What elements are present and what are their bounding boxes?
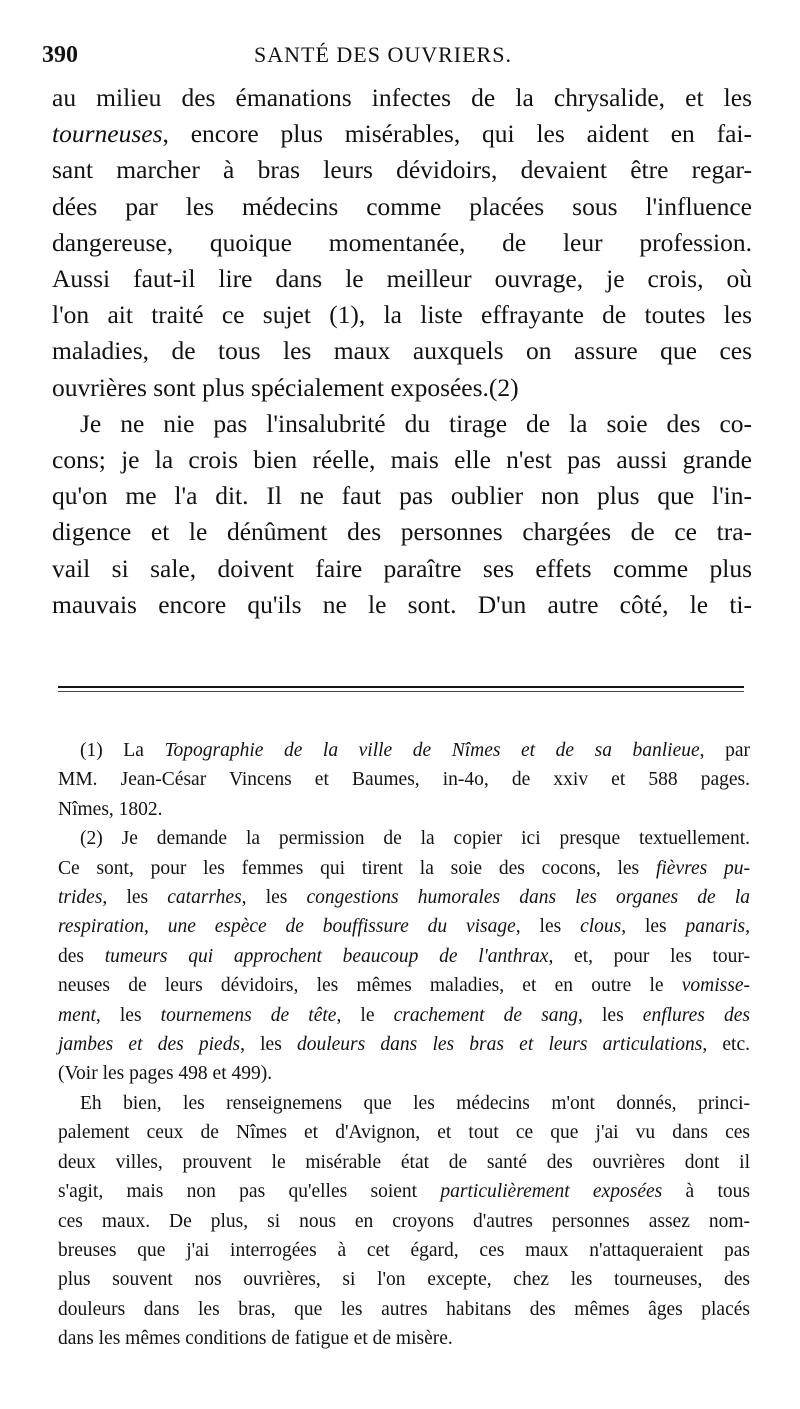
footnote-text: plus souvent nos ouvrières, si l'on excepte, chez les tourneuses, des: [58, 1269, 750, 1291]
footnote-text: , les: [102, 887, 168, 909]
footnote-text: à tous: [662, 1181, 750, 1203]
main-line: [52, 406, 752, 442]
footnote-text: ces maux. De plus, si nous en croyons d'autres personnes assez nom-: [58, 1210, 750, 1232]
main-line: [52, 333, 752, 369]
footnote-italic: clous: [580, 916, 622, 938]
footnote-text: Nîmes, 1802.: [58, 798, 163, 820]
main-line-text: au milieu des émanations infectes de la chrysalide, et les: [52, 83, 752, 112]
footnote-text: des: [58, 945, 105, 967]
footnote-italic: vomisse-: [681, 975, 750, 997]
footnote-italic: respiration, une espèce de bouffissure du visage: [58, 916, 516, 938]
footnote-para-line: [58, 1324, 750, 1353]
main-line: [52, 80, 752, 116]
main-line-text: mauvais encore qu'ils ne le sont. D'un autre côté, le ti-: [52, 589, 752, 619]
page-number: 390: [42, 42, 78, 68]
footnote-text: , par: [699, 740, 750, 761]
footnote-2-line: [58, 854, 750, 883]
footnote-para-line: [58, 1295, 750, 1324]
main-line: [52, 152, 752, 188]
footnote-2-line: [58, 1059, 750, 1088]
main-line-text: ouvrières sont plus spécialement exposées.(2): [52, 372, 519, 402]
footnote-text: , les: [240, 1034, 297, 1056]
main-line: [52, 297, 752, 333]
footnote-para-line: [58, 1089, 750, 1118]
footnotes: [58, 736, 750, 1354]
footnote-text: Eh bien, les renseignemens que les médecins m'ont donnés, princi-: [80, 1092, 750, 1114]
footnote-separator: [58, 686, 744, 695]
footnote-italic: congestions humorales dans les organes de la: [306, 887, 750, 909]
footnote-2-line: [58, 912, 750, 941]
footnote-2-line: [58, 1030, 750, 1059]
footnote-1-line: [58, 765, 750, 794]
footnote-italic: ment: [58, 1004, 96, 1026]
footnote-text: , les: [621, 916, 686, 938]
main-line: [52, 189, 752, 225]
footnote-text: palement ceux de Nîmes et d'Avignon, et tout ce que j'ai vu dans ces: [58, 1122, 750, 1144]
footnote-para-line: [58, 1118, 750, 1147]
separator-rule-thin: [58, 691, 744, 692]
footnote-text: deux villes, prouvent le misérable état de santé des ouvrières dont il: [58, 1151, 750, 1173]
running-head: SANTÉ DES OUVRIERS.: [254, 42, 512, 67]
main-line-text: , encore plus misérables, qui les aident en fai-: [162, 119, 752, 149]
main-line: [52, 478, 752, 514]
footnote-text: Ce sont, pour les femmes qui tirent la soie des cocons, les: [58, 857, 656, 879]
footnote-italic: fièvres pu-: [655, 857, 750, 879]
main-line: [52, 261, 752, 297]
footnote-1-line: (1) La Topographie de la ville de Nîmes et de sa banlieue, par: [80, 740, 750, 761]
main-line: [52, 442, 752, 478]
main-line: [52, 587, 752, 623]
main-line: [52, 116, 752, 152]
footnote-2-line: [58, 942, 750, 971]
footnote-italic: douleurs dans les bras et leurs articulations: [296, 1034, 703, 1056]
separator-rule: [58, 686, 744, 688]
main-line-text: maladies, de tous les maux auxquels on assure que ces: [52, 336, 752, 366]
main-line: [52, 514, 752, 550]
footnote-para-line: [58, 1207, 750, 1236]
main-line: [52, 551, 752, 587]
main-line-text: dées par les médecins comme placées sous l'influence: [52, 191, 752, 221]
footnote-text: , etc.: [702, 1034, 750, 1056]
footnote-italic: jambes et des pieds: [58, 1034, 241, 1056]
footnote-2-line: [58, 971, 750, 1000]
footnote-1-line: [58, 795, 750, 824]
footnote-2-line: [58, 883, 750, 912]
footnote-text: (2) Je demande la permission de la copier ici presque textuellement.: [80, 828, 750, 850]
main-line-text: Je ne nie pas l'insalubrité du tirage de la soie des co-: [80, 408, 752, 438]
footnote-para-line: [58, 1177, 750, 1206]
main-line-text: vail si sale, doivent faire paraître ses effets comme plus: [52, 553, 752, 583]
main-line-text: qu'on me l'a dit. Il ne faut pas oublier non plus que l'in-: [52, 481, 752, 511]
footnote-italic: particulièrement exposées: [440, 1181, 663, 1203]
footnote-text: , les: [515, 916, 581, 938]
footnote-text: MM. Jean-César Vincens et Baumes, in-4o, de xxiv et 588 pages.: [58, 769, 750, 791]
footnote-text: (Voir les pages 498 et 499).: [58, 1063, 273, 1085]
footnote-text: breuses que j'ai interrogées à cet égard, ces maux n'attaqueraient pas: [58, 1239, 750, 1261]
main-line: [52, 225, 752, 261]
footnote-italic: crachement de sang: [393, 1004, 579, 1026]
main-line-text: sant marcher à bras leurs dévidoirs, devaient être regar-: [52, 155, 752, 185]
footnote-para-line: [58, 1236, 750, 1265]
footnote-italic: tournemens de tête: [160, 1004, 337, 1026]
footnote-italic: panaris,: [685, 916, 750, 938]
footnote-2-line: [58, 824, 750, 853]
footnote-text: , le: [336, 1004, 394, 1026]
footnote-text: , et, pour les tour-: [548, 945, 750, 967]
footnote-italic: tumeurs qui approchent beaucoup de l'anthrax: [104, 945, 549, 967]
main-line-text: cons; je la crois bien réelle, mais elle n'est pas aussi grande: [52, 445, 752, 475]
footnote-title: Topographie de la ville de Nîmes et de sa banlieue: [164, 740, 700, 761]
footnote-text: , les: [578, 1004, 643, 1026]
main-line-italic: tourneuses: [52, 119, 163, 149]
main-line: [52, 370, 752, 406]
footnote-text: , les: [95, 1004, 161, 1026]
footnote-text: neuses de leurs dévidoirs, les mêmes maladies, et en outre le: [58, 975, 682, 997]
footnote-italic: enflures des: [642, 1004, 750, 1026]
footnote-para-line: [58, 1148, 750, 1177]
footnote-text: s'agit, mais non pas qu'elles soient: [58, 1181, 441, 1203]
footnote-marker: (1): [80, 740, 103, 761]
footnote-italic: trides: [58, 887, 103, 909]
main-line-text: dangereuse, quoique momentanée, de leur profession.: [52, 227, 752, 257]
footnote-italic: catarrhes: [167, 887, 242, 909]
main-line-text: Aussi faut-il lire dans le meilleur ouvrage, je crois, où: [52, 264, 752, 294]
footnote-text: , les: [241, 887, 307, 909]
footnote-2-line: [58, 1001, 750, 1030]
main-line-text: digence et le dénûment des personnes chargées de ce tra-: [52, 517, 752, 547]
footnote-text: dans les mêmes conditions de fatigue et de misère.: [58, 1328, 453, 1350]
footnote-text: douleurs dans les bras, que les autres habitans des mêmes âges placés: [58, 1298, 750, 1320]
main-text: [52, 80, 752, 623]
page-header: [42, 42, 740, 78]
footnote-para-line: [58, 1265, 750, 1294]
main-line-text: l'on ait traité ce sujet (1), la liste effrayante de toutes les: [52, 300, 752, 330]
